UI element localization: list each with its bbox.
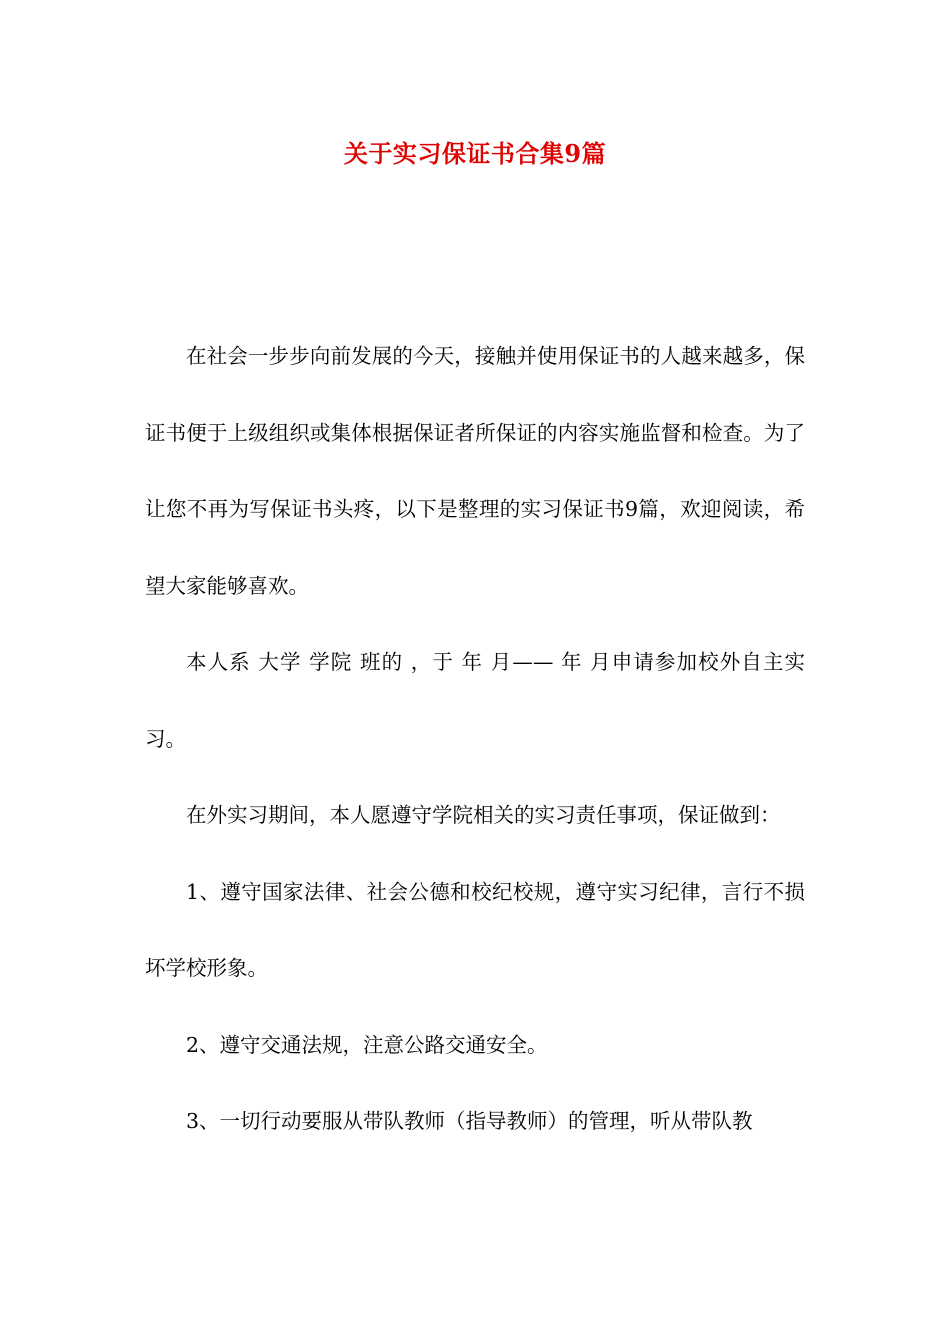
paragraph-applicant: 本人系 大学 学院 班的 ，于 年 月—— 年 月申请参加校外自主实习。 (145, 650, 805, 751)
paragraph-intro: 在社会一步步向前发展的今天，接触并使用保证书的人越来越多，保证书便于上级组织或集体根据保证者所保证的内容实施监督和检查。为了让您不再为写保证书头疼，以下是整理的实习保证书9篇，欢迎阅读，希望大家能够喜欢。 (145, 344, 805, 598)
paragraph-item-3: 3、一切行动要服从带队教师（指导教师）的管理，听从带队教 (186, 1109, 753, 1133)
document-body (145, 318, 805, 1160)
paragraph-item-2: 2、遵守交通法规，注意公路交通安全。 (186, 1032, 548, 1057)
document-title: 关于实习保证书合集9篇 (343, 139, 607, 168)
paragraph-item-1: 1、遵守国家法律、社会公德和校纪校规，遵守实习纪律，言行不损坏学校形象。 (145, 879, 805, 980)
paragraph-pledge-intro: 在外实习期间，本人愿遵守学院相关的实习责任事项，保证做到： (186, 803, 781, 827)
